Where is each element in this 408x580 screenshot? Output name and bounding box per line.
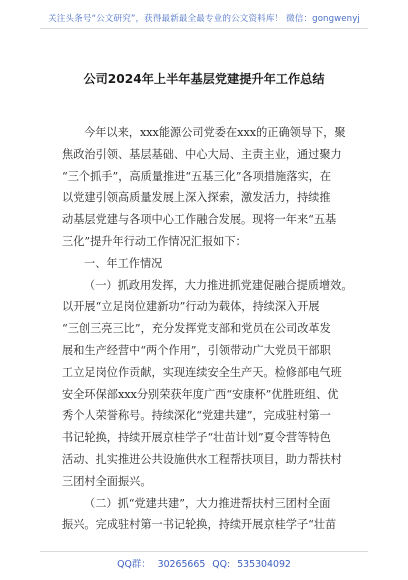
document-title: 公司2024年上半年基层党建提升年工作总结: [83, 72, 325, 86]
body-line: 活动、扎实推进公共设施供水工程帮扶项目，助力帮扶村: [62, 452, 342, 466]
body-line: “三创三亮三比”，充分发挥党支部和党员在公司改革发: [62, 322, 331, 336]
body-line: 安全环保部xxx分别荣获年度广西“安康杯”优胜班组、优: [62, 387, 339, 401]
footer-contact: QQ群： 30265665 QQ: 535304092: [117, 559, 291, 570]
body-line: 今年以来，xxx能源公司党委在xxx的正确领导下，聚: [84, 126, 346, 139]
body-line: 书记轮换，持续开展京桂学子“壮苗计划”夏令营等特色: [62, 431, 331, 445]
document-body: [62, 122, 362, 536]
body-line: 三化”提升年行动工作情况汇报如下：: [62, 234, 247, 248]
body-line: 焦政治引领、基层基础、中心大局、主责主业，通过聚力: [62, 147, 342, 161]
body-line: 以党建引领高质量发展上深入探索，激发活力，持续推: [62, 191, 331, 205]
body-line: 动基层党建与各项中心工作融合发展。现将一年来“五基: [62, 213, 337, 227]
footer-divider: [40, 551, 368, 552]
body-line: 秀个人荣誉称号。持续深化“党建共建”，完成驻村第一: [62, 409, 331, 423]
body-line: 振兴。完成驻村第一书记轮换，持续开展京桂学子“壮苗: [62, 518, 337, 532]
body-line: （二）抓“党建共建”，大力推进帮扶村三团村全面: [84, 496, 331, 510]
body-line: “三个抓手”，高质量推进“五基三化”各项措施落实，在: [62, 169, 332, 183]
section-heading: 一、年工作情况: [84, 256, 163, 270]
body-line: 展和生产经营中“两个作用”，引领带动广大党员干部职: [62, 343, 331, 357]
body-line: （一）抓政用发挥，大力推进抓党建促融合提质增效。: [84, 278, 353, 292]
header-banner: 关注头条号“公文研究”，获得最新最全最专业的公文资料库！ 微信：gongwenyj: [48, 14, 360, 24]
body-line: 工立足岗位作贡献，实现连续安全生产天。检修部电气班: [62, 365, 342, 379]
body-line: 三团村全面振兴。: [62, 474, 152, 488]
header-divider: [40, 28, 368, 29]
body-line: 以开展“立足岗位建新功”行动为载体，持续深入开展: [62, 300, 320, 314]
